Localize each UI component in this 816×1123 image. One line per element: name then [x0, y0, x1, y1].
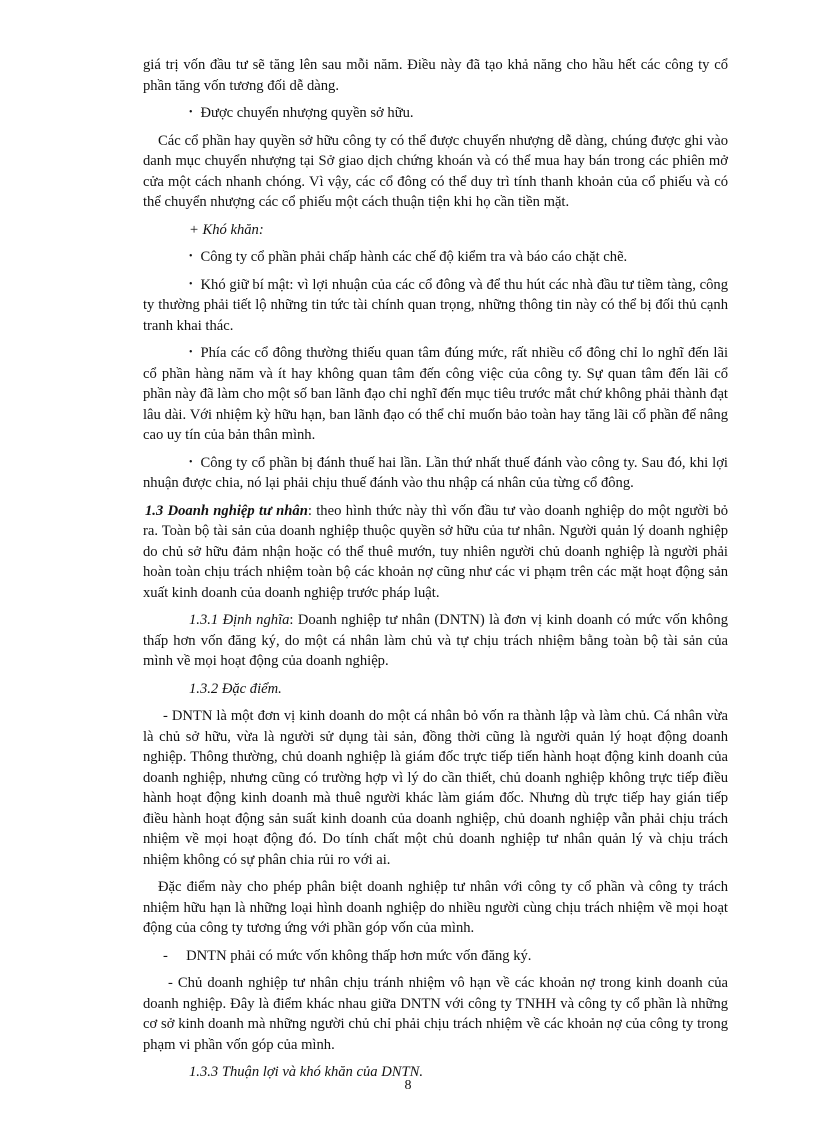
- section-1-3-2-characteristics-title: 1.3.2 Đặc điểm.: [189, 680, 282, 697]
- dash-item-owner: - DNTN là một đơn vị kinh doanh do một cá nhân bỏ vốn ra thành lập và làm chủ. Cá nhân vừa là chủ sở hữu, vừa là người sử dụng tài sản, đồng thời cũng là người quản lý hoạt động doanh nghiệp. Thông thường, chủ doanh nghiệp là giám đốc trực tiếp tiến hành hoạt động kinh doanh của doanh nghiệp, nhưng cũng có trường hợp vì lý do cần thiết, chủ doanh nghiệp không trực tiếp điều hành hoạt động kinh doanh mà thuê người khác làm giám đốc. Nhưng dù trực tiếp hay gián tiếp điều hành hoạt động sản suất kinh doanh của doanh nghiệp, chủ doanh nghiệp vẫn phải chịu trách nhiệm về mọi hoạt động đó. Do tính chất một chủ doanh nghiệp tư nhân quản lý và chịu trách nhiệm không có sự phân chia rủi ro với ai.: [143, 708, 728, 868]
- document-page: [143, 55, 728, 1090]
- bullet-icon: •: [189, 107, 193, 118]
- section-1-3-private-enterprise: [143, 501, 728, 604]
- bullet-text: Khó giữ bí mật: vì lợi nhuận của các cổ đông và để thu hút các nhà đầu tư tiềm tàng, công ty thường phải tiết lộ những tin tức tài chính quan trọng, những thông tin này có thể bị đối thủ cạnh tranh khai thác.: [143, 276, 728, 334]
- bullet-icon: •: [189, 278, 193, 290]
- bullet-icon: •: [189, 347, 193, 358]
- section-text: : Doanh nghiệp tư nhân (DNTN) là đơn vị kinh doanh có mức vốn không thấp hơn vốn đăng ký, do một cá nhân làm chủ và tự chịu trách nhiệm bằng toàn bộ tài sản của mình về mọi hoạt động của doanh nghiệp.: [143, 612, 728, 669]
- dash-item-capital: - DNTN phải có mức vốn không thấp hơn mức vốn đăng ký.: [163, 947, 532, 964]
- paragraph-share-transfer: Các cổ phần hay quyền sở hữu công ty có thể được chuyển nhượng dễ dàng, chúng được ghi vào danh mục chuyển nhượng tại Sở giao dịch chứng khoán và có thể mua hay bán trong các phiên mở cửa một cách nhanh chóng. Vì vậy, các cổ đông có thể duy trì tính thanh khoản của cổ phiếu và có thể chuyển nhượng các cổ phiếu một cách thuận tiện khi họ cần tiền mặt.: [143, 132, 728, 210]
- paragraph-capital-growth: giá trị vốn đầu tư sẽ tăng lên sau mỗi năm. Điều này đã tạo khả năng cho hầu hết các công ty cổ phần tăng vốn tương đối dễ dàng.: [143, 57, 728, 94]
- section-1-3-3-title: 1.3.3 Thuận lợi và khó khăn của DNTN.: [189, 1064, 423, 1080]
- heading-difficulties: + Khó khăn:: [189, 221, 264, 238]
- bullet-text: Phía các cổ đông thường thiếu quan tâm đúng mức, rất nhiều cổ đông chỉ lo nghĩ đến lãi cổ phần hàng năm và ít hay không quan tâm đến công việc của công ty. Sự quan tâm đến lãi cổ phần này đã làm cho một số ban lãnh đạo chỉ nghĩ đến mục tiêu trước mắt chứ không phải thành đạt lâu dài. Với nhiệm kỳ hữu hạn, ban lãnh đạo có thể chỉ muốn bảo toàn hay tăng lãi cổ phần để nâng cao uy tín của bản thân mình.: [143, 345, 728, 443]
- bullet-text: Công ty cổ phần phải chấp hành các chế độ kiểm tra và báo cáo chặt chẽ.: [200, 249, 628, 265]
- bullet-icon: •: [189, 456, 193, 468]
- bullet-text: Công ty cổ phần bị đánh thuế hai lần. Lần thứ nhất thuế đánh vào công ty. Sau đó, khi lợi nhuận được chia, nó lại phải chịu thuế đánh vào thu nhập cá nhân của từng cổ đông.: [143, 454, 728, 491]
- paragraph-distinction: Đặc điểm này cho phép phân biệt doanh nghiệp tư nhân với công ty cổ phần và công ty trách nhiệm hữu hạn là những loại hình doanh nghiệp do nhiều người cùng chịu trách nhiệm về mọi hoạt động của công ty tương ứng với phần góp vốn của mình.: [143, 879, 728, 936]
- bullet-icon: •: [189, 251, 193, 262]
- section-1-3-1-definition: [143, 610, 728, 672]
- bullet-double-taxation: [143, 453, 728, 494]
- bullet-audit-reporting: [143, 247, 728, 268]
- bullet-confidentiality: [143, 275, 728, 337]
- dash-item-unlimited-liability: - Chủ doanh nghiệp tư nhân chịu tránh nhiệm vô hạn về các khoản nợ trong kinh doanh của doanh nghiệp. Đây là điểm khác nhau giữa DNTN với công ty TNHH và công ty cổ phần là những cơ sở kinh doanh mà những người chủ chỉ phải chịu trách nhiệm về các khoản nợ của công ty trong phạm vi phần vốn góp của mình.: [143, 975, 728, 1053]
- bullet-text: Được chuyển nhượng quyền sở hữu.: [200, 105, 414, 121]
- page-number: 8: [404, 1078, 412, 1093]
- section-title: 1.3.1 Định nghĩa: [189, 612, 290, 628]
- bullet-shareholder-interest: [143, 343, 728, 446]
- section-text: : theo hình thức này thì vốn đầu tư vào doanh nghiệp do một người bỏ ra. Toàn bộ tài sản của doanh nghiệp thuộc quyền sở hữu của tư nhân. Người quản lý doanh nghiệp do chủ sở hữu đảm nhận hoặc có thể thuê mướn, tuy nhiên người chủ doanh nghiệp là người phải hoàn toàn chịu trách nhiệm toàn bộ các khoản nợ cũng như các vi phạm trên các mặt hoạt động sản xuất kinh doanh của doanh nghiệp trước pháp luật.: [143, 502, 728, 601]
- bullet-transfer-ownership: [143, 103, 728, 124]
- section-title: 1.3 Doanh nghiệp tư nhân: [145, 502, 308, 519]
